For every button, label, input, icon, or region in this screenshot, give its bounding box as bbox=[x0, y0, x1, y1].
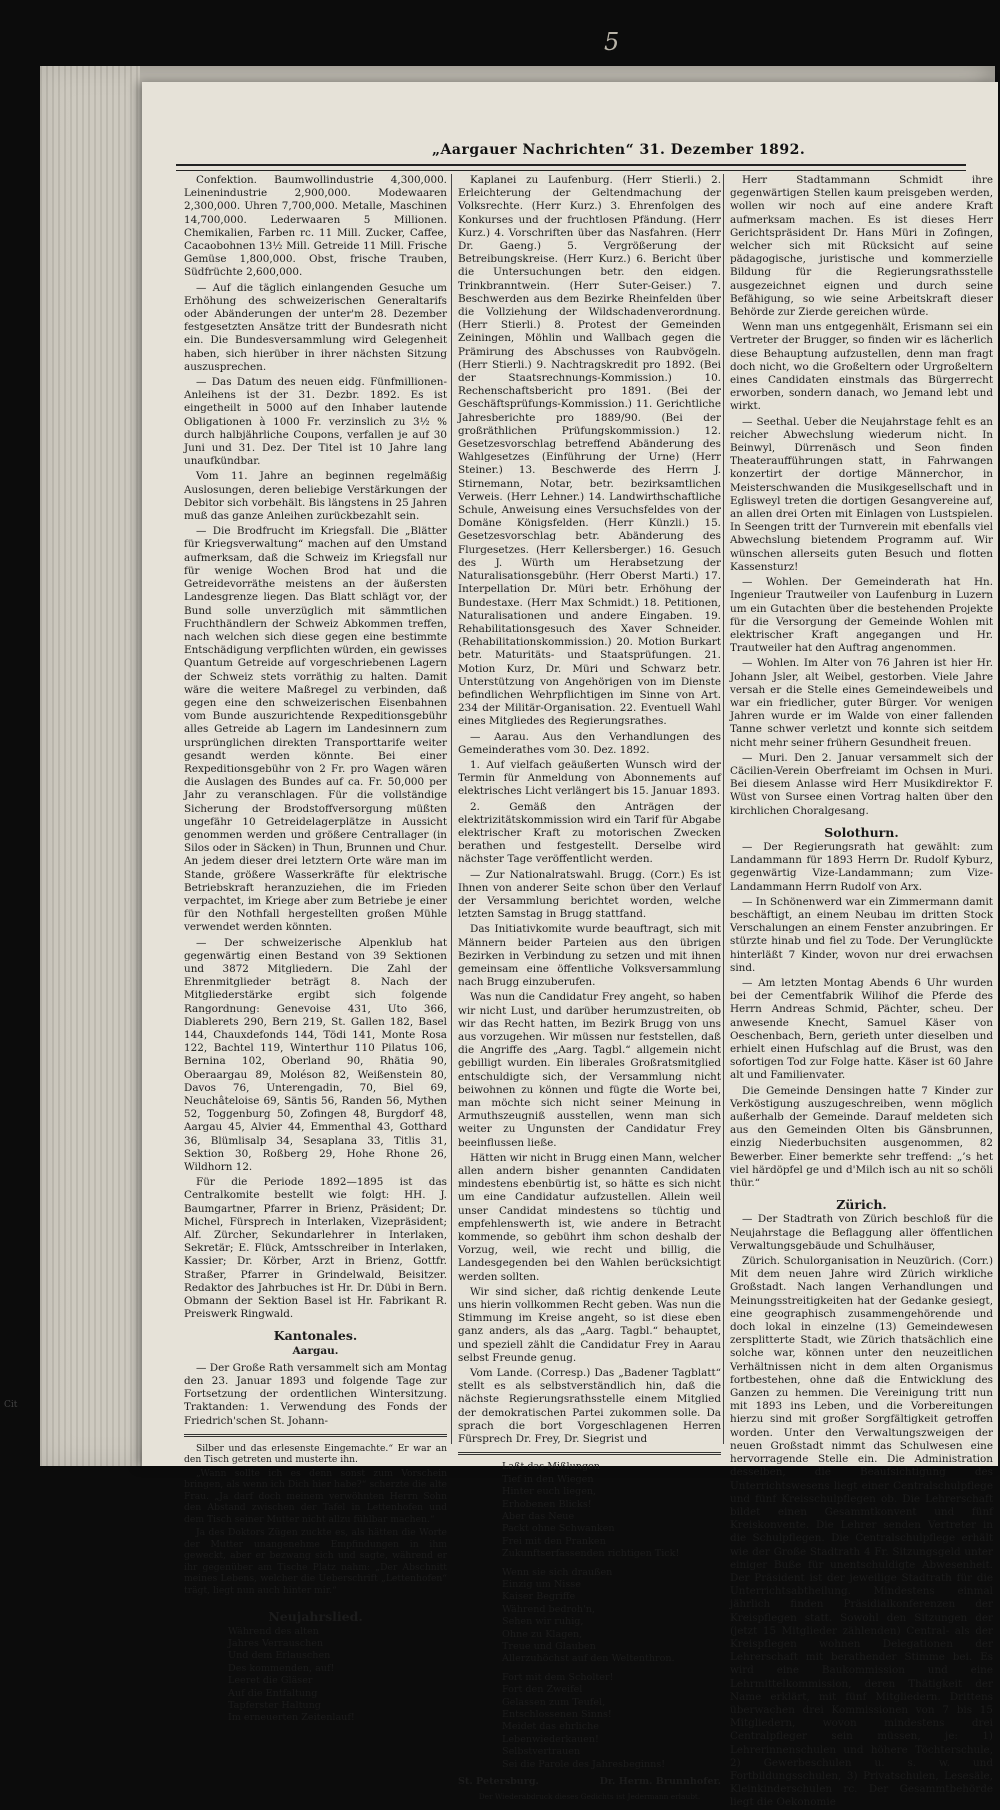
poem-line: Des kommenden, auf! bbox=[228, 1662, 335, 1674]
story-paragraph: Silber und das erlesenste Eingemachte.“ Er war an den Tisch getreten und musterte ihn. bbox=[184, 1442, 447, 1466]
article-paragraph: — Der Stadtrath von Zürich beschloß für die Neujahrstage die Beflaggung aller öffentlichen Verwaltungsgebäude und Schulhäuser, bbox=[730, 1213, 993, 1252]
poem-line: Erhobenen Blicks! bbox=[502, 1498, 592, 1510]
poem-line: Kaiser Begriffe bbox=[502, 1591, 576, 1603]
article-paragraph: — Zur Nationalratswahl. Brugg. (Corr.) Es ist Ihnen von anderer Seite schon über den Verlauf der Versammlung berichtet worden, welche letzten Samstag in Brugg stattfand. bbox=[458, 868, 721, 921]
article-paragraph: Kaplanei zu Laufenburg. (Herr Stierli.) 2. Erleichterung der Geltendmachung der Volksrechte. (Herr Kurz.) 3. Ehrenfolgen des Konkurses und der fruchtlosen Pfändung. (Herr Kurz.) 4. Vorschriften über das Nasfahren. (Herr Dr. Gaeng.) 5. Vergrößerung der Betreibungskreise. (Herr Kurz.) 6. Bericht über die Untersuchungen betr. den eidgen. Trinkbranntwein. (Herr Suter-Geiser.) 7. Beschwerden aus dem Bezirke Rheinfelden über die Vollziehung der Wildschadenverordnung. (Herr Stierli.) 8. Protest der Gemeinden Zeiningen, Möhlin und Wallbach gegen die Prämirung des Abschusses von Raubvögeln. (Herr Stierli.) 9. Nachtragskredit pro 1892. (Bei der Staatsrechnungs-Kommission.) 10. Rechenschaftsbericht pro 1891. (Bei der Geschäftsprüfungs-Kommission.) 11. Gerichtliche Jahresberichte pro 1889/90. (Bei der großräthlichen Prüfungskommission.) 12. Gesetzesvorschlag betreffend Abänderung des Wahlgesetzes (Einführung der Urne) (Herr Steiner.) 13. Beschwerde des Herrn J. Stirnemann, Notar, betr. bezirksamtlichen Verweis. (Herr Lehner.) 14. Landwirthschaftliche Schule, Anweisung eines Versuchsfeldes von der Domäne Königsfelden. (Herr Künzli.) 15. Gesetzesvorschlag betr. Abänderung des Flurgesetzes. (Herr Kellersberger.) 16. Gesuch des J. Würth um Herabsetzung der Naturalisationsgebühr. (Herr Oberst Marti.) 17. Interpellation Dr. Müri betr. Erhöhung der Bundestaxe. (Herr Max Schmidt.) 18. Petitionen, Naturalisationen und andere Eingaben. 19. Rehabilitationsgesuch des Xaver Schneider. (Rehabilitationskommission.) 20. Motion Burkart betr. Maturitäts- und Staatsprüfungen. 21. Motion Kurz, Dr. Müri und Schwarz betr. Unterstützung von Angehörigen von im Dienste befindlichen Wehrpflichtigen im Sinne von Art. 234 der Militär-Organisation. 22. Eventuell Wahl eines Mitgliedes des Regierungsrathes. bbox=[458, 174, 721, 728]
poem-divider bbox=[458, 1452, 721, 1455]
article-paragraph: Für die Periode 1892—1895 ist das Centralkomite bestellt wie folgt: HH. J. Baumgartner, Pfarrer in Brienz, Präsident; Dr. Michel, Fürsprech in Interlaken, Vizepräsident; Alf. Zürcher, Sekundarlehrer in Interlaken, Sekretär; E. Flück, Amtsschreiber in Interlaken, Kassier; Dr. Körber, Arzt in Brienz, Gottfr. Straßer, Pfarrer in Grindelwald, Beisitzer. Redaktor des Jahrbuches ist Hr. Dr. Dübi in Bern. Obmann der Sektion Basel ist Hr. Fabrikant R. Preiswerk Ringwald. bbox=[184, 1176, 447, 1321]
article-paragraph: Die Gemeinde Densingen hatte 7 Kinder zur Verköstigung auszugeschreiben, wenn möglich außerhalb der Gemeinde. Darauf meldeten sich aus den Gemeinden Olten bis Gänsbrunnen, einzig Niederbuchsiten ausgenommen, 82 Bewerber. Einer bemerkte sehr treffend: „’s het viel härdöpfel ge und d'Milch isch au nit so schöli thür.“ bbox=[730, 1084, 993, 1190]
article-paragraph: — Seethal. Ueber die Neujahrstage fehlt es an reicher Abwechslung wiederum nicht. In Beinwyl, Dürrenäsch und Seon finden Theateraufführungen statt, in Fahrwangen konzertirt der dortige Männerchor, in Meisterschwanden die Musikgesellschaft und in Eglisweyl treten die dortigen Gesangvereine auf, an allen drei Orten mit Einlagen von Lustspielen. In Seengen tritt der Turnverein mit ebenfalls viel Abwechslung bietendem Programm auf. Wir wünschen allerseits guten Besuch und flotten Kassensturz! bbox=[730, 415, 993, 573]
poem-line: Sei die Parole des Jahresbeginns! bbox=[502, 1758, 666, 1770]
article-paragraph: — Der Regierungsrath hat gewählt: zum Landammann für 1893 Herrn Dr. Rudolf Kyburz, gegenwärtig Vize-Landammann; zum Vize-Landammann Herrn Rudolf von Arx. bbox=[730, 840, 993, 893]
story-paragraph: Ja des Doktors Zügen zuckte es, als hätten die Worte der Mutter unangenehme Empfindungen in ihm geweckt, aber er bezwang sich und sagte, während er ihr gegenüber am Tische Platz nahm: „Der Abschnitt meines Lebens, welcher die Ueberschrift „Lettenhofen“ trägt, liegt nun auch hinter mir.“ bbox=[184, 1527, 447, 1596]
poem-line: Hinter euch liegen, bbox=[502, 1486, 597, 1498]
column-3 bbox=[730, 174, 993, 1809]
handwritten-mark: 5 bbox=[604, 28, 620, 56]
masthead: „Aargauer Nachrichten“ 31. Dezember 1892. bbox=[432, 142, 806, 158]
poem-line: Und dem Erlauschen bbox=[228, 1650, 331, 1662]
poem-line: Fort den Zweifel bbox=[502, 1684, 583, 1696]
article-paragraph: Vom 11. Jahre an beginnen regelmäßig Auslosungen, deren beliebige Verstärkungen der Debitor sich vorbehält. Bis längstens in 25 Jahren muß das ganze Anleihen zurückbezahlt sein. bbox=[184, 470, 447, 523]
poem-line: Auf die Entfaltung bbox=[228, 1687, 318, 1699]
poem-verse-4 bbox=[458, 1672, 721, 1771]
section-sub-aargau: Aargau. bbox=[292, 1344, 339, 1357]
col2-paragraphs bbox=[458, 174, 721, 1446]
column-rule-2 bbox=[723, 174, 724, 1444]
poem-line: Wenn sie sich draußen bbox=[502, 1566, 613, 1578]
poem-title: Neujahrslied. bbox=[268, 1609, 363, 1625]
solothurn-paragraphs bbox=[730, 841, 993, 1190]
poem-line: Ohne zu Klagen, bbox=[502, 1628, 583, 1640]
section-title-solothurn: Solothurn. bbox=[824, 824, 899, 840]
feuilleton-divider bbox=[184, 1434, 447, 1437]
poem-verse-2 bbox=[458, 1461, 721, 1560]
col1-paragraphs bbox=[184, 174, 447, 1321]
col3-paragraphs bbox=[730, 174, 993, 818]
article-paragraph: — Auf die täglich einlangenden Gesuche um Erhöhung des schweizerischen Generaltarifs oder Abänderungen der unter'm 28. Dezember festgesetzten Ansätze tritt der Bundesrath nicht ein. Die Bundesversammlung wird Gelegenheit haben, sich hierüber in ihrer nächsten Sitzung auszusprechen. bbox=[184, 281, 447, 373]
article-paragraph: Zürich. Schulorganisation in Neuzürich. (Corr.) Mit dem neuen Jahre wird Zürich wirkliche Großstadt. Nach langen Verhandlungen und Meinungsstreitigkeiten hat der Gedanke gesiegt, eine geographisch zusammengehörende und doch lokal in einzelne (13) Gemeindewesen zersplitterte Stadt, wie Zürich thatsächlich eine solche war, können unter den neuzeitlichen Verhältnissen nicht in dem alten Organismus fortbestehen, ohne daß die Entwicklung des Ganzen zu hemmen. Die Vereinigung tritt nun mit 1893 ins Leben, und die Vorbereitungen hierzu sind mit großer Sorgfältigkeit getroffen worden. Unter den Verwaltungszweigen der neuen Großstadt nimmt das Schulwesen eine hervorragende Stelle ein. Die Administration desselben, die Beaufsichtigung des Unterrichtswesens liegt einer Centralschulpflege und fünf Kreisschulpflegen ob. Die Lehrerschaft bildet einen Gesammtkonvent und fünf Kreiskonvente. Die Lehrer senden Vertreter in die Schulpflegen. Die Centralschulpflege erhält wie der Große Stadtrath 4 Fr. Sitzungsgeld unter einiger Buße für unentschuldigte Abwesenheit. Der Präsident ist der jeweilige Stadtrath für die Unterrichtsabtheilung. Mindestens einmal jährlich finden Präsidialkonferenzen der Kreispflegen statt. Sowohl den Sitzungen der (jetzt 15 Mitglieder zählenden) Central- als der Kreispflegen wohnen Delegationen der Lehrerschaft mit berathender Stimme bei. Es wird eine Baukommission und eine Lehrmittelkommission, deren Thätigkeit der Name erklärt, mit fünf Mitgliedern. Drittens überwachen drei Kommissionen von 7 bis 15 Mitgliedern, wovon mindestens drei Centralpfleger sein müssen, je: 1) Lehrerinnenschulen und höhere Töchterschule, 2) Gewerbeschulen u. s. w. und Fortbildungsschulen, 3) Privatschulen, Lesesäle, Kleinkinderschulen rc. Der Gesammtbehörde liegt die Oekonomie bbox=[730, 1255, 993, 1809]
column-rule-1 bbox=[451, 174, 452, 1444]
article-paragraph: — Die Brodfrucht im Kriegsfall. Die „Blätter für Kriegsverwaltung“ machen auf den Umstand aufmerksam, daß die Schweiz im Kriegsfall nur für wenige Wochen Brod hat und die Getreidevorräthe meistens an der äußersten Landesgrenze liegen. Das Blatt schlägt vor, der Bund solle unverzüglich mit sämmtlichen Fruchthändlern der Schweiz Abkommen treffen, nach welchen sich diese gegen eine bestimmte Entschädigung verpflichten würden, ein gewisses Quantum Getreide auf vorgeschriebenen Lagern der Schweiz stets vorräthig zu halten. Damit wäre die weitere Maßregel zu verbinden, daß gegen eine den schweizerischen Eisenbahnen vom Bunde auszurichtende Rexpeditionsgebühr alles Getreide ab Lagern im Landesinnern zum ursprünglichen direkten Transporttarife weiter gesandt werden könnte. Bei einer Rexpeditionsgebühr von 2 Fr. pro Wagen wären die Auslagen des Bundes auf ca. Fr. 50,000 per Jahr zu veranschlagen. Für die vollständige Sicherung der Brodstoffversorgung müßten ungefähr 10 Getreidelagerplätze in Aussicht genommen werden und größere Centrallager (in Silos oder in Säcken) in Thun, Brunnen und Chur. An jedem dieser drei letztern Orte wäre man im Stande, größere Wasserkräfte für elektrische Betriebskraft heranzuziehen, die im Frieden verpachtet, im Kriege aber zum Betriebe je einer für den Nothfall hergestellten großen Mühle verwendet werden könnten. bbox=[184, 525, 447, 934]
article-paragraph: Was nun die Candidatur Frey angeht, so haben wir nicht Lust, und darüber herumzustreiten, ob wir das Recht hatten, im Bezirk Brugg von uns aus vorzugehen. Wir müssen nur feststellen, daß die Angriffe des „Aarg. Tagbl.“ allgemein nicht gebilligt wurden. Ein liberales Großratsmitglied entschuldigte sich, der Versammlung nicht beiwohnen zu können und fügte die Worte bei, man möchte sich nicht seiner Meinung in Armuthszeugniß ausstellen, wenn man sich weiter zu Ungunsten der Candidatur Frey beeinflussen ließe. bbox=[458, 991, 721, 1149]
poem-line: Zukunftserfassenden richtigen Tick! bbox=[502, 1548, 680, 1560]
article-paragraph: Hätten wir nicht in Brugg einen Mann, welcher allen andern bisher genannten Candidaten mindestens ebenbürtig ist, so hätte es sich nicht um eine Candidatur aufzustellen. Allein weil unser Candidat mindestens so tüchtig und empfehlenswerth ist, wie andere in Betracht kommende, so gebührt ihm schon deshalb der Vorzug, weil, wie recht und billig, die Landesgegenden bei den Wahlen berücksichtigt werden sollten. bbox=[458, 1151, 721, 1283]
poem-line: Treue und Glauben bbox=[502, 1640, 596, 1652]
article-paragraph: — Muri. Den 2. Januar versammelt sich der Cäcilien-Verein Oberfreiamt im Ochsen in Muri. Bei diesem Anlasse wird Herr Musikdirektor F. Wüst von Sursee einen Vortrag halten über den kirchlichen Choralgesang. bbox=[730, 751, 993, 817]
section-title-zurich: Zürich. bbox=[836, 1197, 887, 1213]
poem-line: Einzig um Nisse bbox=[502, 1578, 581, 1590]
article-paragraph: — Das Datum des neuen eidg. Fünfmillionen-Anleihens ist der 31. Dezbr. 1892. Es ist eingetheilt in 5000 auf den Inhaber lautende Obligationen à 1000 Fr. verzinslich zu 3½ % durch halbjährliche Coupons, verfallen je auf 30 Juni und 31. Dez. Der Titel ist 10 Jahre lang unaufkündbar. bbox=[184, 376, 447, 468]
poem-line: Während des alten bbox=[228, 1625, 319, 1637]
poem-line: Frei mit den Pranken bbox=[502, 1535, 606, 1547]
poem-author: Dr. Herm. Brunnhofer. bbox=[599, 1776, 721, 1788]
poem-place: St. Petersburg. bbox=[458, 1776, 539, 1788]
poem-line: Allerzuhöchst auf den Weltenthron. bbox=[502, 1653, 675, 1665]
poem-line: Leeret die Gläser bbox=[228, 1675, 313, 1687]
article-paragraph: — Der schweizerische Alpenklub hat gegenwärtig einen Bestand von 39 Sektionen und 3872 Mitgliedern. Die Zahl der Ehrenmitglieder beträgt 8. Nach der Mitgliederstärke ergibt sich folgende Rangordnung: Genevoise 431, Uto 366, Diablerets 290, Bern 219, St. Gallen 182, Basel 144, Chauxdefonds 144, Tödi 141, Monte Rosa 122, Bachtel 119, Winterthur 110 Pilatus 106, Bernina 102, Oberland 90, Rhätia 90, Oberaargau 89, Moléson 82, Weißenstein 80, Davos 76, Unterengadin, 70, Biel 69, Neuchâteloise 69, Säntis 56, Randen 56, Mythen 52, Toggenburg 50, Zofingen 48, Burgdorf 48, Aargau 45, Alvier 44, Emmenthal 43, Gotthard 36, Blümlisalp 34, Sesaplana 33, Titlis 31, Sektion 30, Roßberg 29, Hohe Rhone 26, Wildhorn 12. bbox=[184, 936, 447, 1174]
column-1 bbox=[184, 174, 447, 1724]
article-paragraph: 1. Auf vielfach geäußerten Wunsch wird der Termin für Anmeldung von Abonnements auf elektrisches Licht verlängert bis 15. Januar 1893. bbox=[458, 758, 721, 798]
article-paragraph: — Wohlen. Der Gemeinderath hat Hn. Ingenieur Trautweiler von Laufenburg in Luzern um ein Gutachten über die bestehenden Projekte für die Versorgung der Gemeinde Wohlen mit elektrischer Kraft angegangen und Hr. Trautweiler hat den Auftrag angenommen. bbox=[730, 576, 993, 655]
header-rule bbox=[176, 164, 966, 171]
poem-line: Fort mit dem Scholter! bbox=[502, 1671, 614, 1683]
poem-verse-3 bbox=[458, 1567, 721, 1666]
poem-line: Sehen wir ruhig, bbox=[502, 1616, 584, 1628]
poem-line: Während bedroh'n, bbox=[502, 1603, 595, 1615]
edge-mark: Cit bbox=[4, 1400, 18, 1410]
article-paragraph: Wir sind sicher, daß richtig denkende Leute uns hierin vollkommen Recht geben. Was nun die Stimmung im Kreise angeht, so ist diese eben ganz anders, als das „Aarg. Tagbl.“ behauptet, und speziell zählt die Candidatur Frey in Aarau selbst Freunde genug. bbox=[458, 1285, 721, 1364]
article-paragraph: Das Initiativkomite wurde beauftragt, sich mit Männern beider Parteien aus den übrigen Bezirken in Verbindung zu setzen und mit ihnen gemeinsam eine öffentliche Volksversammlung nach Brugg einzuberufen. bbox=[458, 923, 721, 989]
aargau-text: — Der Große Rath versammelt sich am Montag den 23. Januar 1893 und folgende Tage zur Fortsetzung der ordentlichen Wintersitzung. Traktanden: 1. Verwendung des Fonds der Friedrich'schen St. Johann- bbox=[184, 1361, 447, 1427]
zurich-paragraphs bbox=[730, 1213, 993, 1809]
article-paragraph: Wenn man uns entgegenhält, Erismann sei ein Vertreter der Brugger, so finden wir es lächerlich diese Behauptung aufzustellen, denn man fragt doch nicht, wo die Großeltern oder Urgroßeltern eines Candidaten einstmals das Bürgerrecht erworben, sondern danach, wo Jemand lebt und wirkt. bbox=[730, 321, 993, 413]
section-title-kantonales: Kantonales. bbox=[273, 1328, 358, 1344]
poem-signature bbox=[458, 1775, 721, 1788]
newspaper-page bbox=[142, 82, 998, 1809]
story-paragraph: „Wann sollte ich es denn sonst zum Vorschein bringen, als wenn ich Dich hier habe?“ scherzte die alte Frau. „Ja darf doch meinem verwöhnten Herrn Sohn den Abstand zwischen der Tafel in Lettenhofen und dem Tisch seiner Mutter nicht allzu fühlbar machen.“ bbox=[184, 1467, 447, 1525]
article-paragraph: — In Schönenwerd war ein Zimmermann damit beschäftigt, an einem Neubau im dritten Stock Verschalungen an einem Fenster anzubringen. Er stürzte hinab und fiel zu Tode. Der Verunglückte hinterläßt 7 Kinder, wovon nur drei erwachsen sind. bbox=[730, 895, 993, 974]
poem-line: Jahres Verrauschen bbox=[228, 1638, 324, 1649]
poem-line: Packt ohne Schwanken bbox=[502, 1523, 615, 1535]
reprint-note: Der Wiederabdruck dieses Gedichts ist Jedermann erlaubt. bbox=[478, 1792, 701, 1802]
poem-line: Selbstvertrauen bbox=[502, 1746, 581, 1758]
poem-line: Entschlossenen Sinns! bbox=[502, 1709, 612, 1721]
article-paragraph: — Wohlen. Im Alter von 76 Jahren ist hier Hr. Johann Jsler, alt Weibel, gestorben. Viele Jahre versah er die Stelle eines Gemeindeweibels und war ein friedlicher, guter Bürger. Vor wenigen Jahren wurde er im Walde von einer fallenden Tanne schwer verletzt und konnte sich seitdem nicht mehr seiner frühern Gesundheit freuen. bbox=[730, 657, 993, 749]
poem-line: Tief in den Wiegen bbox=[502, 1473, 594, 1485]
article-paragraph: Confektion. Baumwollindustrie 4,300,000. Leinenindustrie 2,900,000. Modewaaren 2,300,000. Uhren 7,700,000. Metalle, Maschinen 14,700,000. Lederwaaren 5 Millionen. Chemikalien, Farben rc. 11 Mill. Zucker, Caffee, Cacaobohnen 13½ Mill. Getreide 11 Mill. Frische Gemüse 1,800,000. Obst, frische Trauben, Südfrüchte 2,600,000. bbox=[184, 174, 447, 279]
poem-line: Im erneuerten Zeitenlauf! bbox=[228, 1712, 355, 1724]
poem-line: Aber das Neue bbox=[502, 1510, 575, 1522]
article-paragraph: — Am letzten Montag Abends 6 Uhr wurden bei der Cementfabrik Wilihof die Pferde des Herrn Andreas Schmid, Pächter, scheu. Der anwesende Knecht, Samuel Käser von Oeschenbach, Bern, gerieth unter dieselben und erhielt einen Hufschlag auf die Brust, was den sofortigen Tod zur Folge hatte. Käser ist 60 Jahre alt und Familienvater. bbox=[730, 976, 993, 1082]
poem-line: Tapferster Haltung bbox=[228, 1700, 321, 1712]
poem-line: Meidet das ehrliche bbox=[502, 1721, 599, 1733]
article-paragraph: 2. Gemäß den Anträgen der elektrizitätskommission wird ein Tarif für Abgabe elektrischer Kraft zu motorischen Zwecken berathen und festgestellt. Derselbe wird nächster Tage veröffentlicht werden. bbox=[458, 800, 721, 866]
column-2 bbox=[458, 174, 721, 1802]
poem-line: Laßt das Mißlungen bbox=[502, 1461, 600, 1473]
page-stack-edge bbox=[40, 66, 140, 1466]
poem-line: Lebenwiederkauen! bbox=[502, 1733, 599, 1745]
poem-verse-1 bbox=[184, 1626, 447, 1725]
article-paragraph: Vom Lande. (Corresp.) Das „Badener Tagblatt“ stellt es als selbstverständlich hin, daß die nächste Regierungsrathsstelle einem Mitglied der demokratischen Partei zukommen solle. Da sprach die bort Vorgeschlagenen Herren Fürsprech Dr. Frey, Dr. Siegrist und bbox=[458, 1367, 721, 1446]
story-text bbox=[184, 1443, 447, 1597]
poem-line: Gelassen zum Teufel, bbox=[502, 1696, 606, 1708]
article-paragraph: Herr Stadtammann Schmidt ihre gegenwärtigen Stellen kaum preisgeben werden, wollen wir noch auf eine andere Kraft aufmerksam machen. Es ist dieses Herr Gerichtspräsident Dr. Hans Müri in Zofingen, welcher sich mit Rücksicht auf seine pädagogische, juristische und kommerzielle Bildung für die Regierungsrathsstelle ausgezeichnet eignen und durch seine Befähigung, so wie seine Arbeitskraft dieser Behörde zur Zierde gereichen würde. bbox=[730, 174, 993, 319]
article-paragraph: — Aarau. Aus den Verhandlungen des Gemeinderathes vom 30. Dez. 1892. bbox=[458, 730, 721, 756]
